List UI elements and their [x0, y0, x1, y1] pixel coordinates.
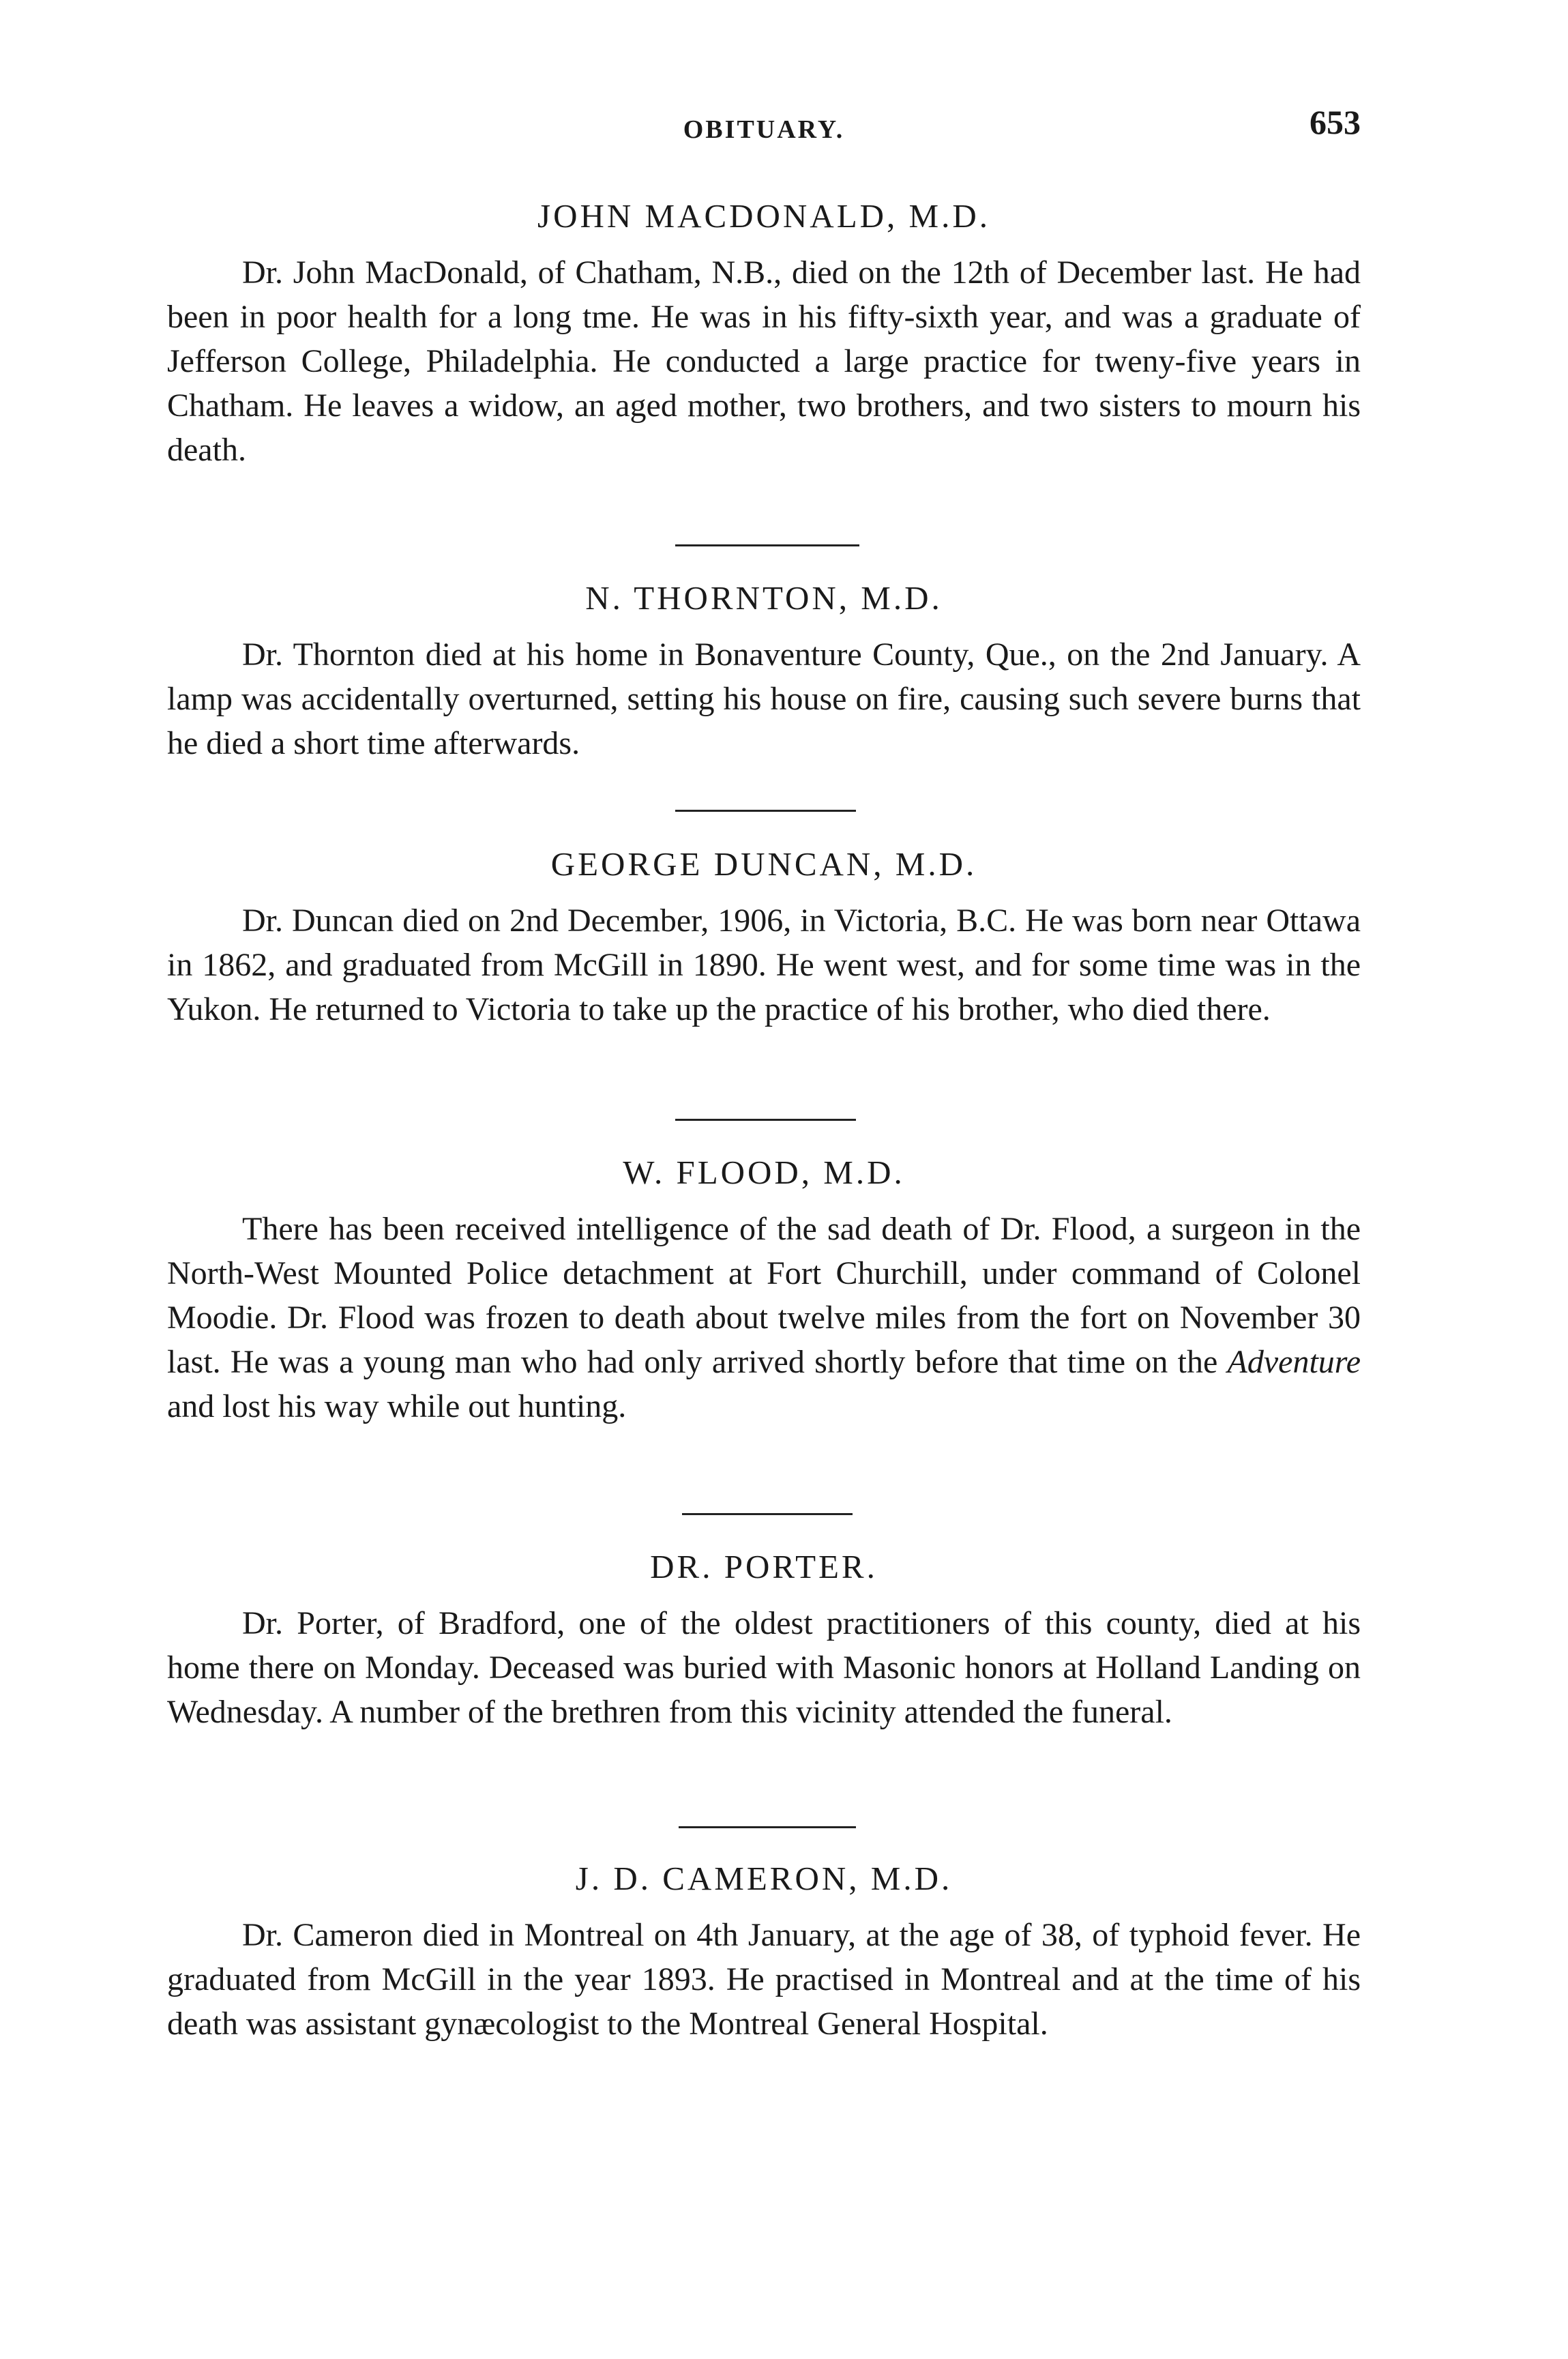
- obituary-dr-porter: [167, 1545, 1361, 1734]
- obituary-text: Dr. Cameron died in Montreal on 4th January, at the age of 38, of typhoid fever. He graduated from McGill in the year 1893. He practised in Montreal and at the time of his death was assistant gynæcologist to the Montreal General Hospital.: [167, 1917, 1361, 2042]
- obituary-heading: GEORGE DUNCAN, M.D.: [550, 845, 977, 883]
- obituary-n-thornton: [167, 576, 1361, 765]
- ship-name-italic: Adventure: [1227, 1344, 1361, 1380]
- obituary-heading: DR. PORTER.: [650, 1548, 878, 1585]
- obituary-text: Dr. John MacDonald, of Chatham, N.B., died on the 12th of December last. He had been in poor health for a long tme. He was in his fifty-sixth year, and was a graduate of Jefferson College, Philadelphia. He conducted a large practice for tweny-five years in Chatham. He leaves a widow, an aged mother, two brothers, and two sisters to mourn his death.: [167, 254, 1361, 468]
- obituary-text: Dr. Duncan died on 2nd December, 1906, in Victoria, B.C. He was born near Ottawa in 1862, and graduated from McGill in 1890. He went west, and for some time was in the Yukon. He returned to Victoria to take up the practice of his brother, who died there.: [167, 903, 1361, 1027]
- section-divider: [675, 810, 856, 812]
- obituary-w-flood: [167, 1151, 1361, 1428]
- section-divider: [679, 1826, 856, 1828]
- section-divider: [675, 544, 859, 546]
- obituary-george-duncan: [167, 843, 1361, 1031]
- obituary-heading: N. THORNTON, M.D.: [585, 579, 943, 617]
- running-header: [167, 102, 1361, 157]
- obituary-text: Dr. Porter, of Bradford, one of the oldest practitioners of this county, died at his home there on Monday. Deceased was buried with Masonic honors at Holland Landing on Wednesday. A number of the brethren from this vicinity attended the funeral.: [167, 1605, 1361, 1730]
- obituary-text: Dr. Thornton died at his home in Bonaventure County, Que., on the 2nd January. A lamp was accidentally overturned, setting his house on fire, causing such severe burns that he died a short time afterwards.: [167, 636, 1361, 761]
- obituary-text-part: and lost his way while out hunting.: [167, 1388, 627, 1424]
- running-title: OBITUARY.: [683, 115, 845, 144]
- page-number: 653: [1310, 103, 1361, 141]
- obituary-text-part: There has been received intelligence of the sad death of Dr. Flood, a surgeon in the North-West Mounted Police detachment at Fort Churchill, under command of Colonel Moodie. Dr. Flood was frozen to death about twelve miles from the fort on November 30 last. He was a young man who had only arrived shortly before that time on the: [167, 1211, 1361, 1380]
- obituary-heading: W. FLOOD, M.D.: [623, 1154, 905, 1191]
- section-divider: [682, 1513, 853, 1515]
- obituary-j-d-cameron: [167, 1857, 1361, 2046]
- obituary-heading: J. D. CAMERON, M.D.: [575, 1860, 953, 1897]
- section-divider: [675, 1119, 856, 1121]
- obituary-john-macdonald: [167, 194, 1361, 472]
- obituary-heading: JOHN MACDONALD, M.D.: [537, 197, 990, 235]
- obituary-text: [167, 1207, 1361, 1428]
